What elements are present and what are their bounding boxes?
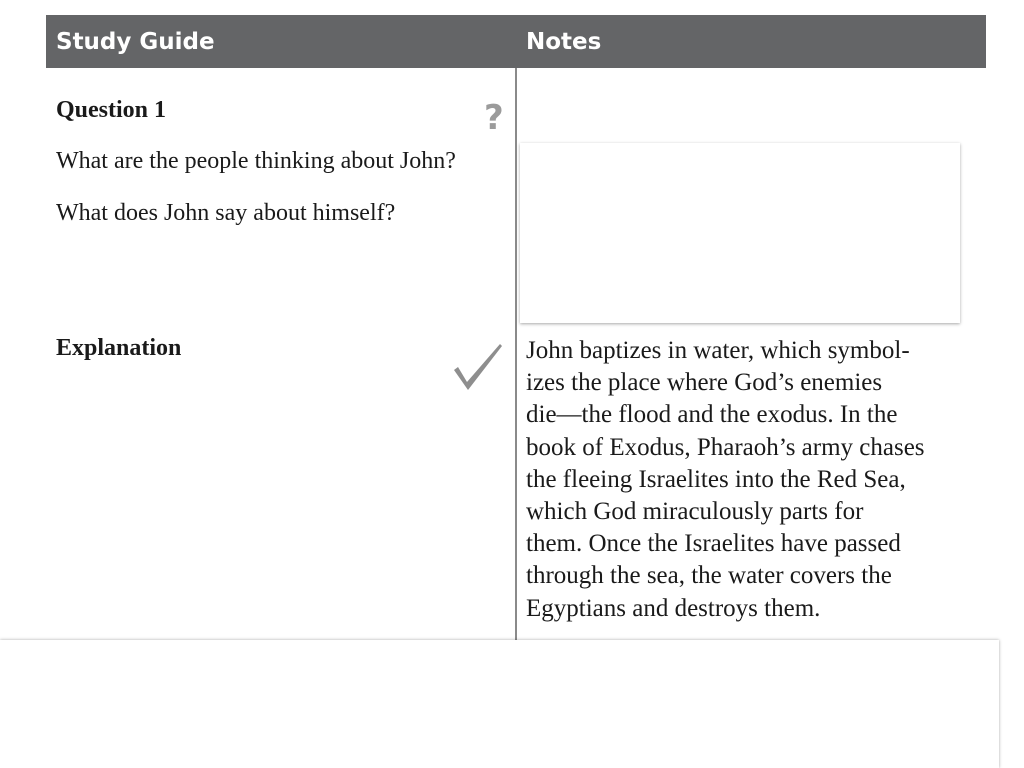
question-line-1: What are the people thinking about John? [56, 148, 456, 174]
question-line-2: What does John say about himself? [56, 200, 396, 226]
explanation-line: which God miraculously parts for [526, 498, 864, 526]
explanation-text [526, 335, 976, 625]
explanation-line: die—the flood and the exodus. In the [526, 401, 898, 429]
notes-column-title: Notes [526, 29, 602, 55]
notes-input-box[interactable] [520, 143, 960, 323]
table-header-bar [46, 15, 986, 68]
explanation-line: Egyptians and destroys them. [526, 594, 821, 622]
explanation-line: them. Once the Israelites have passed [526, 530, 901, 558]
explanation-line: book of Exodus, Pharaoh’s army chases [526, 433, 925, 461]
explanation-line: izes the place where God’s enemies [526, 369, 883, 397]
bottom-notes-panel[interactable] [0, 640, 999, 768]
question-heading: Question 1 [56, 97, 167, 123]
question-mark-icon: ? [484, 98, 504, 138]
explanation-line: the fleeing Israelites into the Red Sea, [526, 465, 906, 493]
column-divider [515, 68, 517, 640]
study-guide-column-title: Study Guide [56, 29, 215, 55]
explanation-line: John baptizes in water, which symbol- [526, 337, 910, 364]
explanation-line: through the sea, the water covers the [526, 562, 892, 590]
explanation-heading: Explanation [56, 335, 182, 361]
checkmark-icon [452, 340, 504, 392]
